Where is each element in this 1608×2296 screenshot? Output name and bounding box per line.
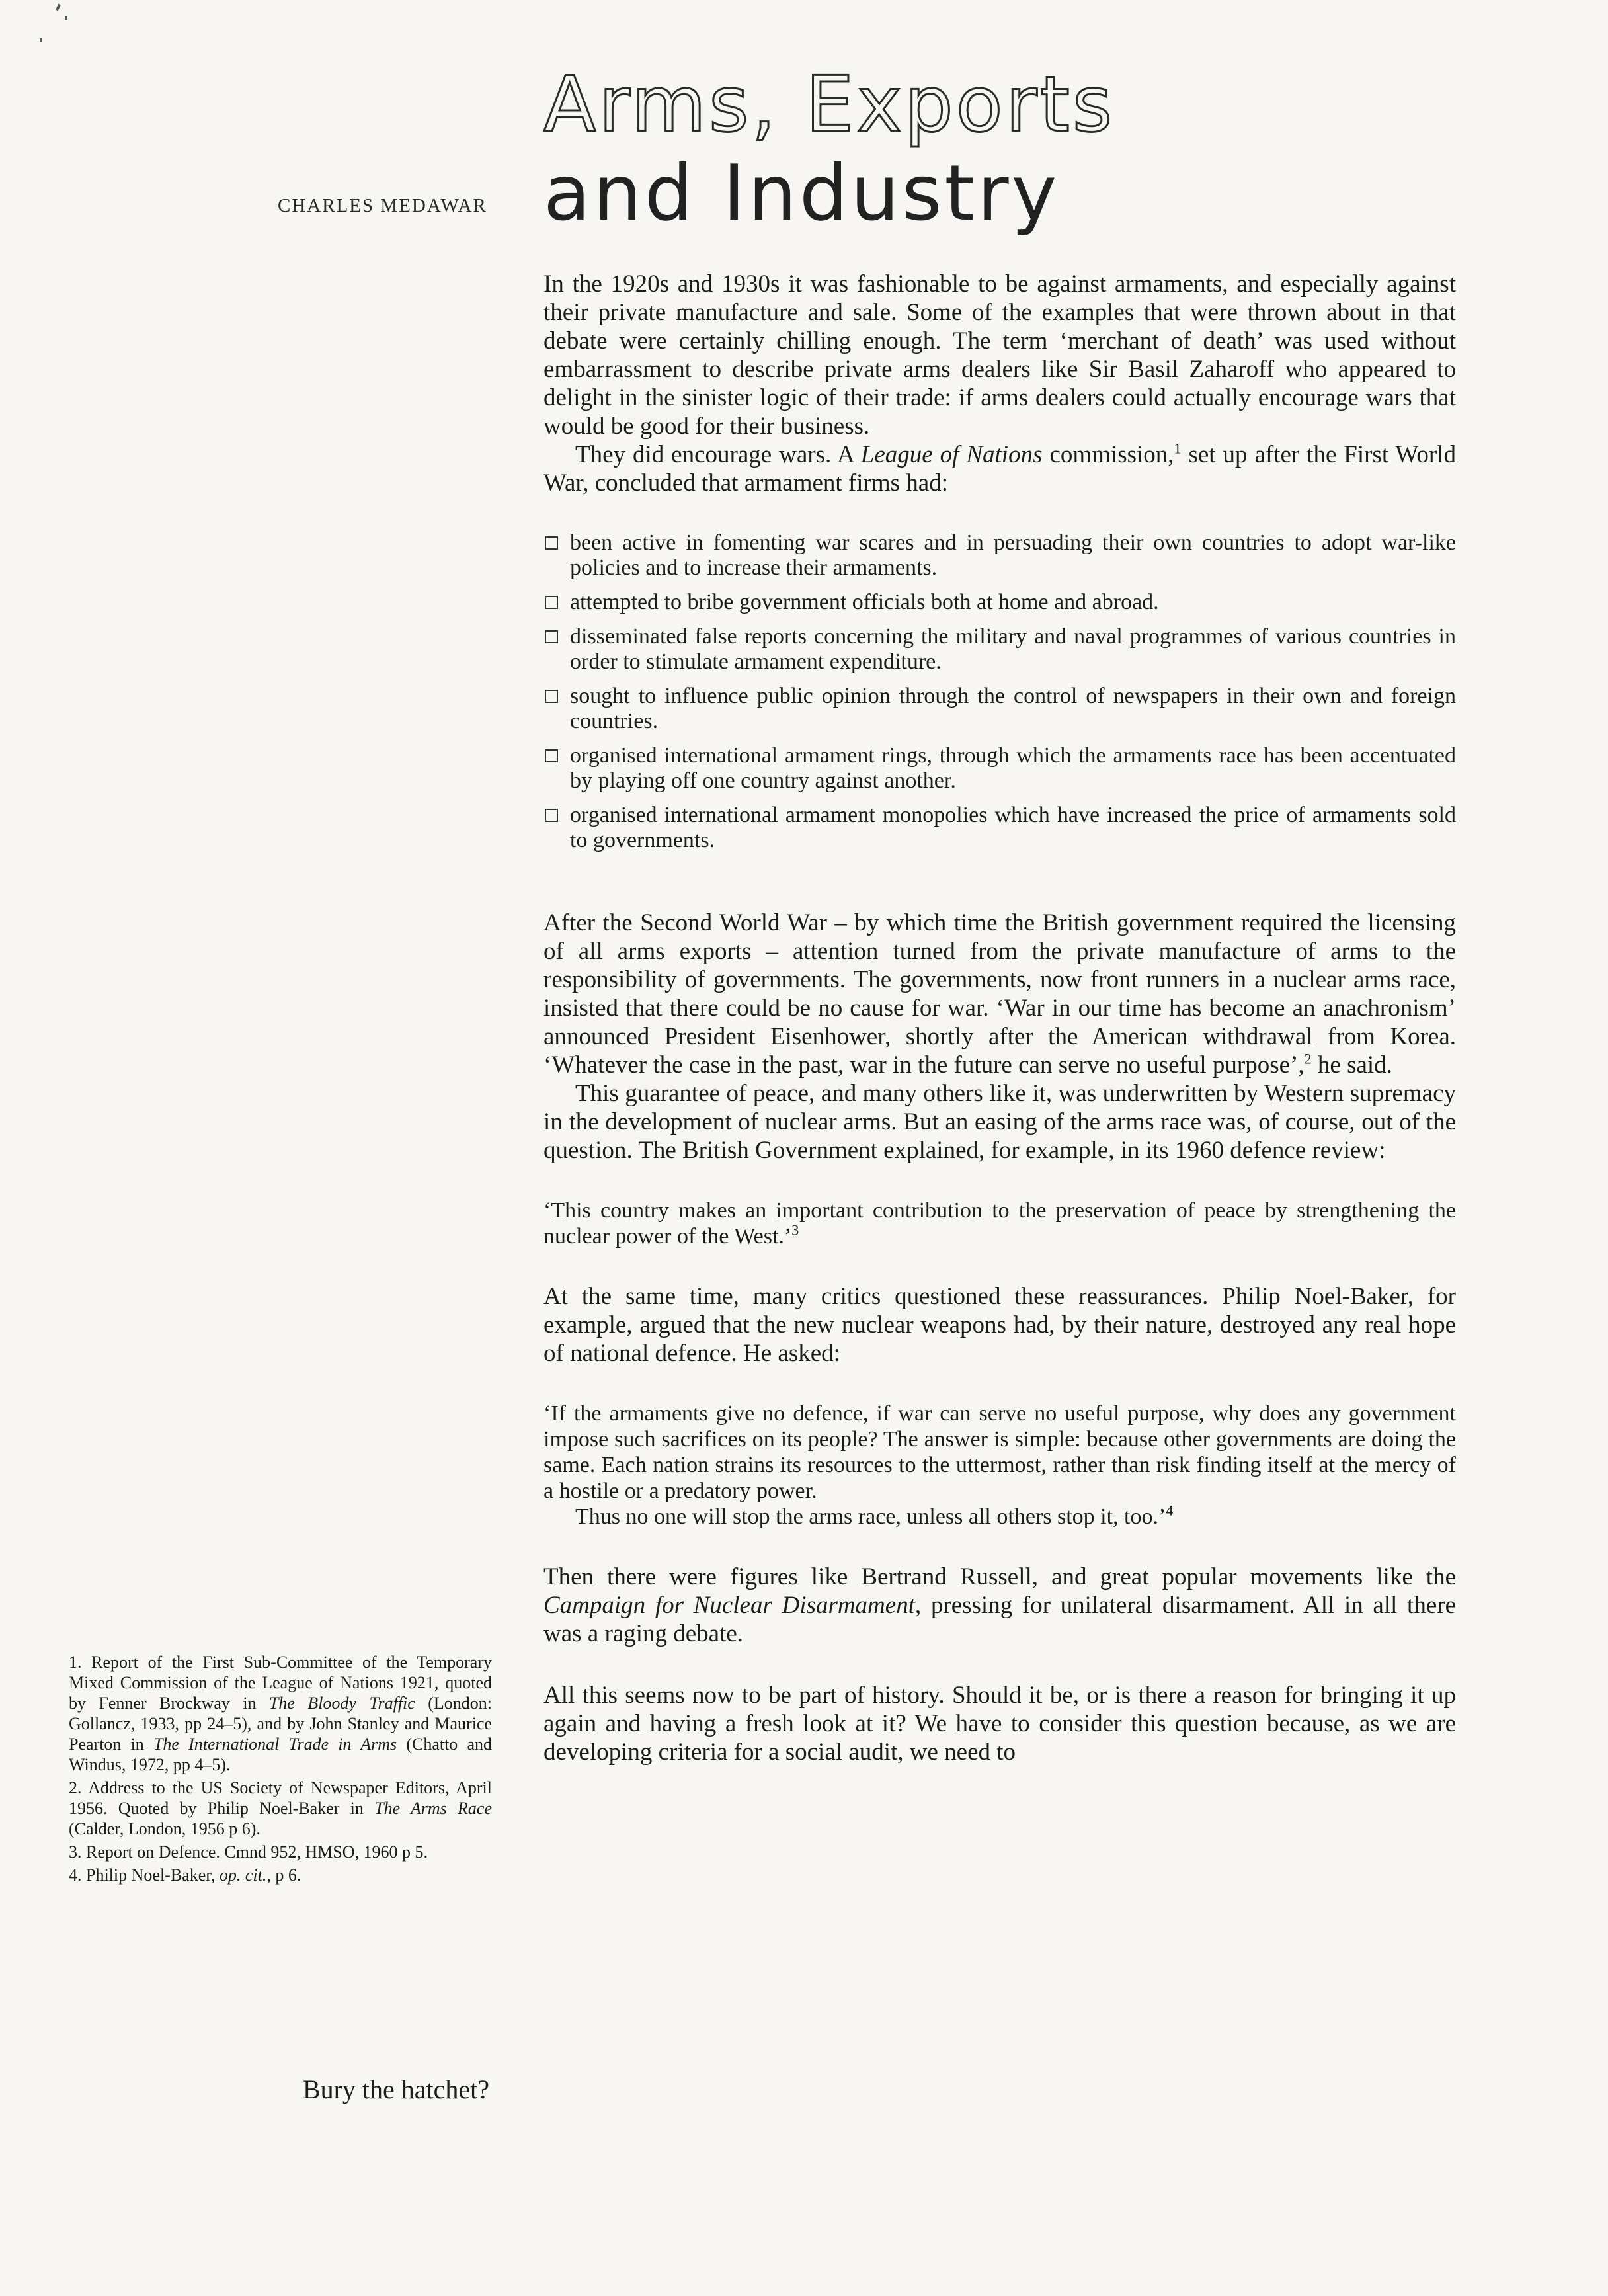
scan-mark [65,16,67,20]
list-item: attempted to bribe government officials both at home and abroad. [543,590,1456,615]
cnd-emphasis: Campaign for Nuclear Disarmament [543,1592,915,1619]
list-item: sought to influence public opinion through the control of newspapers in their own and foreign countries. [543,684,1456,734]
paragraph-7: All this seems now to be part of history. Should it be, or is there a reason for bringing it up again and having a fresh look at it? We have to consider this question because, as we are developing criteria for a social audit, we need to [543,1682,1456,1766]
article-title [543,61,1337,238]
paragraph-2: They did encourage wars. A League of Nations commission,$^1$ set up after the First World War, concluded that armament firms had: [543,440,1456,497]
footnote-3: 3. Report on Defence. Cmnd 952, HMSO, 1960 p 5. [69,1842,428,1862]
list-item: been active in fomenting war scares and in persuading their own countries to adopt war-like policies and to increase their armaments. [543,530,1456,581]
footnote-ref-3: 3 [791,1221,799,1239]
commission-findings-list [543,530,1456,853]
paragraph-5: At the same time, many critics questioned these reassurances. Philip Noel-Baker, for example, argued that the new nuclear weapons had, by their nature, destroyed any real hope of national defence. He asked: [543,1283,1456,1367]
league-of-nations-emphasis: League of Nations [860,441,1043,468]
footnote-1: 1. Report of the First Sub-Committee of the Temporary Mixed Commission of the League of Nations 1921, quoted by Fenner Brockway in The Bloody Traffic (London: Gollancz, 1933, pp 24–5), and by John Stanley and Maurice Pearton in The International Trade in Arms (Chatto and Windus, 1972, pp 4–5). [69,1653,492,1774]
footnote-2: 2. Address to the US Society of Newspaper Editors, April 1956. Quoted by Philip Noel-Baker in The Arms Race (Calder, London, 1956 p 6). [69,1778,492,1838]
article-body [543,270,1456,1766]
paragraph-3: After the Second World War – by which time the British government required the licensing of all arms exports – attention turned from the private manufacture of arms to the responsibility of governments. The governments, now front runners in a nuclear arms race, insisted that there could be no cause for war. ‘War in our time has become an anachronism’ announced President Eisenhower, shortly after the American withdrawal from Korea. ‘Whatever the case in the past, war in the future can serve no useful purpose’,$^2$ he said. [543,909,1456,1079]
checkbox-square-icon [545,809,558,822]
paragraph-4: This guarantee of peace, and many others like it, was underwritten by Western supremacy in the development of nuclear arms. But an easing of the arms race was, of course, out of the question. The British Government explained, for example, in its 1960 defence review: [543,1080,1456,1164]
paragraph-1: In the 1920s and 1930s it was fashionable to be against armaments, and especially against their private manufacture and sale. Some of the examples that were thrown about in that debate were certainly chilling enough. The term ‘merchant of death’ was used without embarrassment to describe private arms dealers like Sir Basil Zaharoff who appeared to delight in the sinister logic of their trade: if arms dealers could actually encourage wars that would be good for their business. [543,270,1456,440]
checkbox-square-icon [545,536,558,550]
footnotes [69,1652,492,1888]
checkbox-square-icon [545,596,558,609]
checkbox-square-icon [545,690,558,703]
paragraph-6: Then there were figures like Bertrand Russell, and great popular movements like the Campaign for Nuclear Disarmament, pressing for unilateral disarmament. All in all there was a raging debate. [543,1563,1456,1647]
author-name: CHARLES MEDAWAR [278,195,487,216]
title-line-1: Arms, Exports [543,60,1115,149]
quote-noel-baker: ‘If the armaments give no defence, if war can serve no useful purpose, why does any government impose such sacrifices on its people? The answer is simple: because other governments are doing the same. Each nation strains its resources to the uttermost, rather than risk finding itself at the mercy of a hostile or a predatory power. Thus no one will stop the arms race, unless all others stop it, too.’$^4$ [543,1401,1456,1529]
scan-mark [40,38,42,42]
quote-defence-review: ‘This country makes an important contribution to the preservation of peace by strengthening the nuclear power of the West.’$^3$ [543,1198,1456,1249]
section-heading: Bury the hatchet? [302,2074,489,2104]
checkbox-square-icon [545,749,558,762]
footnote-ref-4: 4 [1166,1502,1174,1519]
footnote-4: 4. Philip Noel-Baker, op. cit., p 6. [69,1866,302,1885]
title-line-2: and Industry [543,149,1060,238]
scan-mark [56,4,61,11]
footnote-ref-1: 1 [1174,440,1182,457]
list-item: disseminated false reports concerning the military and naval programmes of various countries in order to stimulate armament expenditure. [543,624,1456,675]
list-item: organised international armament rings, through which the armaments race has been accentuated by playing off one country against another. [543,743,1456,794]
footnote-ref-2: 2 [1304,1050,1312,1067]
list-item: organised international armament monopolies which have increased the price of armaments sold to governments. [543,803,1456,853]
checkbox-square-icon [545,630,558,643]
